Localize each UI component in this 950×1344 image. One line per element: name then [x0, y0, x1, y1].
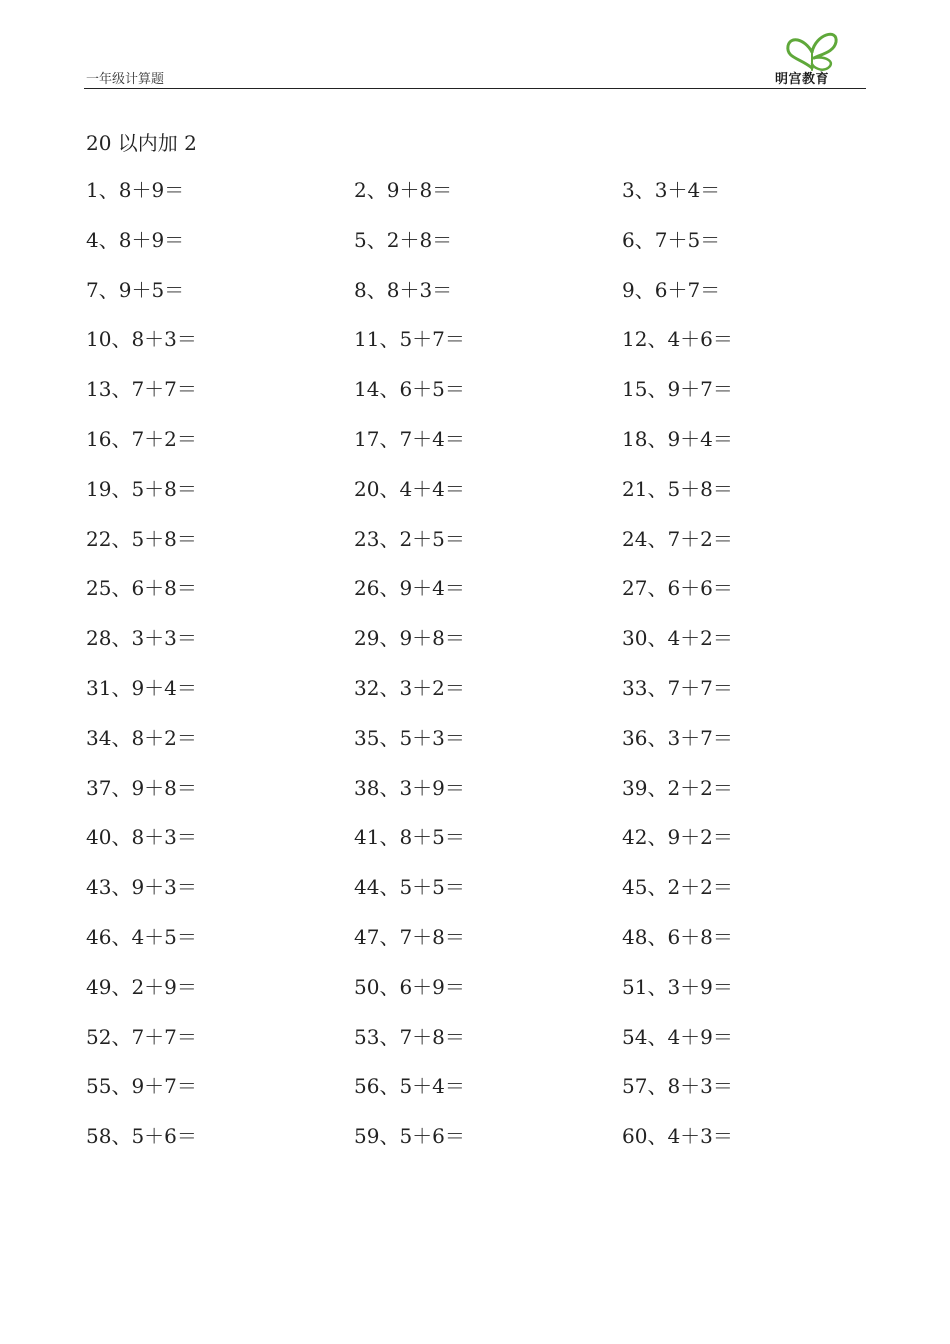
problem-item: 49、2＋9＝ [86, 974, 197, 999]
problem-item: 29、9＋8＝ [354, 626, 465, 651]
problem-item: 26、9＋4＝ [354, 576, 465, 601]
problem-item: 40、8＋3＝ [86, 825, 197, 850]
problem-item: 52、7＋7＝ [86, 1024, 197, 1049]
problem-item: 36、3＋7＝ [622, 725, 733, 750]
brand-logo [760, 28, 844, 86]
problem-item: 28、3＋3＝ [86, 626, 197, 651]
problem-item: 55、9＋7＝ [86, 1074, 197, 1099]
problem-item: 25、6＋8＝ [86, 576, 197, 601]
problem-item: 45、2＋2＝ [622, 875, 733, 900]
problem-item: 6、7＋5＝ [622, 227, 721, 252]
problem-item: 22、5＋8＝ [86, 526, 197, 551]
problem-item: 43、9＋3＝ [86, 875, 197, 900]
header-divider [84, 88, 866, 89]
problem-item: 11、5＋7＝ [354, 327, 465, 352]
problem-item: 47、7＋8＝ [354, 924, 465, 949]
problem-item: 21、5＋8＝ [622, 476, 733, 501]
problem-item: 8、8＋3＝ [354, 277, 453, 302]
problem-item: 19、5＋8＝ [86, 476, 197, 501]
problem-item: 54、4＋9＝ [622, 1024, 733, 1049]
problem-item: 4、8＋9＝ [86, 227, 185, 252]
problem-item: 51、3＋9＝ [622, 974, 733, 999]
problem-item: 24、7＋2＝ [622, 526, 733, 551]
problem-item: 34、8＋2＝ [86, 725, 197, 750]
problem-item: 12、4＋6＝ [622, 327, 733, 352]
problem-item: 41、8＋5＝ [354, 825, 465, 850]
problem-item: 18、9＋4＝ [622, 426, 733, 451]
problem-item: 13、7＋7＝ [86, 377, 197, 402]
problem-item: 50、6＋9＝ [354, 974, 465, 999]
problem-grid [86, 176, 862, 1172]
problem-item: 7、9＋5＝ [86, 277, 185, 302]
problem-item: 39、2＋2＝ [622, 775, 733, 800]
problem-item: 32、3＋2＝ [354, 675, 465, 700]
problem-item: 60、4＋3＝ [622, 1124, 733, 1149]
problem-item: 3、3＋4＝ [622, 178, 721, 202]
problem-item: 16、7＋2＝ [86, 426, 197, 451]
problem-item: 59、5＋6＝ [354, 1124, 465, 1149]
problem-item: 23、2＋5＝ [354, 526, 465, 551]
problem-item: 15、9＋7＝ [622, 377, 733, 402]
problem-item: 31、9＋4＝ [86, 675, 197, 700]
problem-item: 27、6＋6＝ [622, 576, 733, 601]
problem-item: 37、9＋8＝ [86, 775, 197, 800]
section-title: 20 以内加 2 [86, 131, 197, 155]
butterfly-logo-icon [782, 28, 842, 72]
problem-item: 53、7＋8＝ [354, 1024, 465, 1049]
problem-item: 42、9＋2＝ [622, 825, 733, 850]
problem-item: 38、3＋9＝ [354, 775, 465, 800]
problem-item: 30、4＋2＝ [622, 626, 733, 651]
problem-item: 46、4＋5＝ [86, 924, 197, 949]
problem-item: 44、5＋5＝ [354, 875, 465, 900]
problem-item: 9、6＋7＝ [622, 277, 721, 302]
problem-item: 17、7＋4＝ [354, 426, 465, 451]
problem-item: 57、8＋3＝ [622, 1074, 733, 1099]
problem-item: 14、6＋5＝ [354, 377, 465, 402]
problem-item: 20、4＋4＝ [354, 476, 465, 501]
logo-text: 明宫教育 [774, 72, 829, 87]
problem-item: 48、6＋8＝ [622, 924, 733, 949]
problem-item: 58、5＋6＝ [86, 1124, 197, 1149]
problem-item: 5、2＋8＝ [354, 227, 453, 252]
header-title: 一年级计算题 [86, 72, 165, 87]
problem-item: 10、8＋3＝ [86, 327, 197, 352]
problem-item: 35、5＋3＝ [354, 725, 465, 750]
problem-item: 1、8＋9＝ [86, 178, 185, 202]
problem-item: 2、9＋8＝ [354, 178, 453, 202]
problem-item: 33、7＋7＝ [622, 675, 733, 700]
problem-item: 56、5＋4＝ [354, 1074, 465, 1099]
